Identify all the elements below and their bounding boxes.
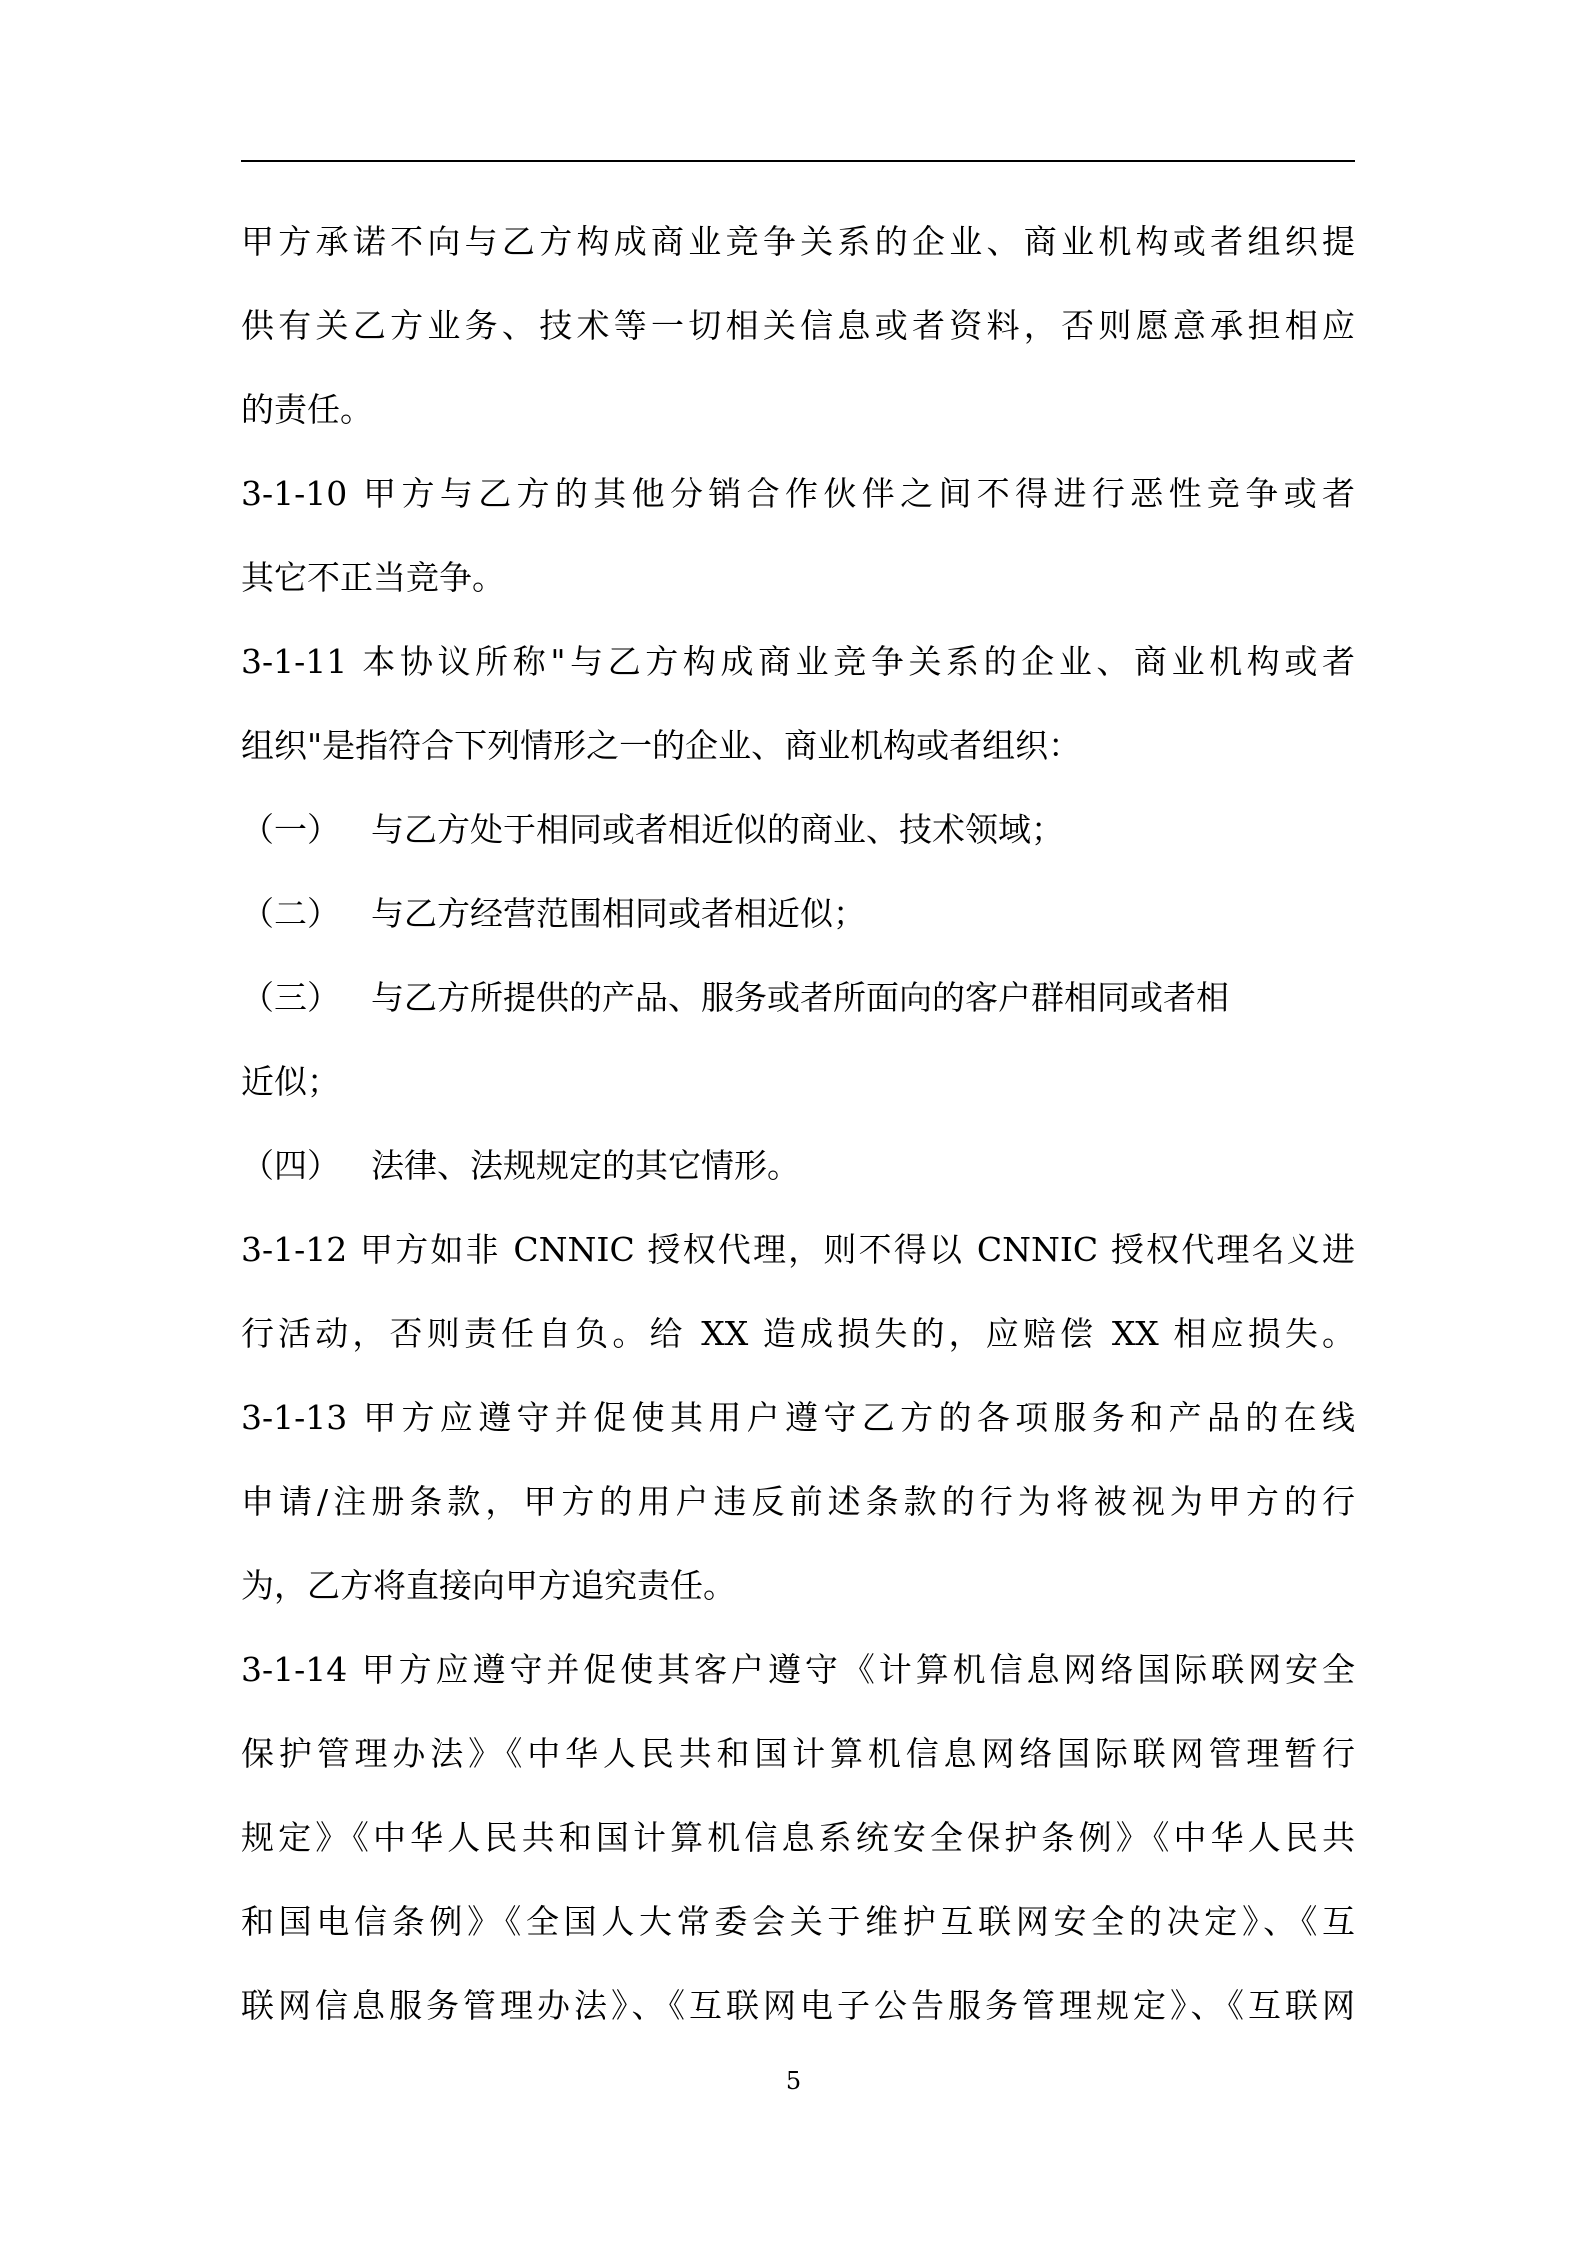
text-line [241, 1712, 1355, 1796]
list-item-number: （二） [241, 894, 340, 933]
line-text: 与乙方所提供的产品、服务或者所面向的客户群相同或者相 [371, 978, 1229, 1017]
text-line [241, 788, 1355, 872]
line-text: 规定》《中华人民共和国计算机信息系统安全保护条例》《中华人民共 [241, 1818, 1355, 1857]
list-item-number: （三） [241, 978, 340, 1017]
text-line [241, 452, 1355, 536]
line-text: 的责任。 [241, 390, 373, 429]
list-item-number: （四） [241, 1146, 340, 1185]
text-line [241, 872, 1355, 956]
text-line [241, 1544, 1355, 1628]
text-line [241, 1628, 1355, 1712]
line-text: 其它不正当竞争。 [241, 558, 505, 597]
text-line [241, 956, 1355, 1040]
line-text: 与乙方经营范围相同或者相近似； [371, 894, 866, 933]
line-text: 3-1-11 本协议所称"与乙方构成商业竞争关系的企业、商业机构或者 [241, 642, 1355, 681]
line-text: 3-1-14 甲方应遵守并促使其客户遵守《计算机信息网络国际联网安全 [241, 1650, 1355, 1689]
line-text: 联网信息服务管理办法》、《互联网电子公告服务管理规定》、《互联网 [241, 1986, 1355, 2025]
text-line [241, 200, 1355, 284]
line-text: 3-1-10 甲方与乙方的其他分销合作伙伴之间不得进行恶性竞争或者 [241, 474, 1355, 513]
line-text: 行活动，否则责任自负。给 XX 造成损失的，应赔偿 XX 相应损失。 [241, 1314, 1355, 1353]
text-line [241, 368, 1355, 452]
line-text: 与乙方处于相同或者相近似的商业、技术领域； [371, 810, 1064, 849]
line-text: 近似； [241, 1062, 340, 1101]
document-body [241, 200, 1355, 2048]
line-text: 和国电信条例》《全国人大常委会关于维护互联网安全的决定》、《互 [241, 1902, 1355, 1941]
text-line [241, 1460, 1355, 1544]
text-line [241, 1964, 1355, 2048]
line-text: 供有关乙方业务、技术等一切相关信息或者资料，否则愿意承担相应 [241, 306, 1355, 345]
text-line [241, 1376, 1355, 1460]
text-line [241, 704, 1355, 788]
text-line [241, 536, 1355, 620]
text-line [241, 620, 1355, 704]
text-line [241, 284, 1355, 368]
list-item-number: （一） [241, 810, 340, 849]
text-line [241, 1796, 1355, 1880]
page-number: 5 [785, 2067, 802, 2095]
line-text: 甲方承诺不向与乙方构成商业竞争关系的企业、商业机构或者组织提 [241, 222, 1355, 261]
line-text: 法律、法规规定的其它情形。 [371, 1146, 800, 1185]
line-text: 3-1-13 甲方应遵守并促使其用户遵守乙方的各项服务和产品的在线 [241, 1398, 1355, 1437]
text-line [241, 1880, 1355, 1964]
text-line [241, 1208, 1355, 1292]
line-text: 为，乙方将直接向甲方追究责任。 [241, 1566, 736, 1605]
line-text: 保护管理办法》《中华人民共和国计算机信息网络国际联网管理暂行 [241, 1734, 1355, 1773]
text-line [241, 1292, 1355, 1376]
line-text: 3-1-12 甲方如非 CNNIC 授权代理，则不得以 CNNIC 授权代理名义进 [241, 1230, 1355, 1269]
text-line [241, 1040, 1355, 1124]
line-text: 组织"是指符合下列情形之一的企业、商业机构或者组织： [241, 726, 1082, 765]
header-rule [241, 160, 1355, 162]
line-text: 申请/注册条款，甲方的用户违反前述条款的行为将被视为甲方的行 [241, 1482, 1355, 1521]
text-line [241, 1124, 1355, 1208]
